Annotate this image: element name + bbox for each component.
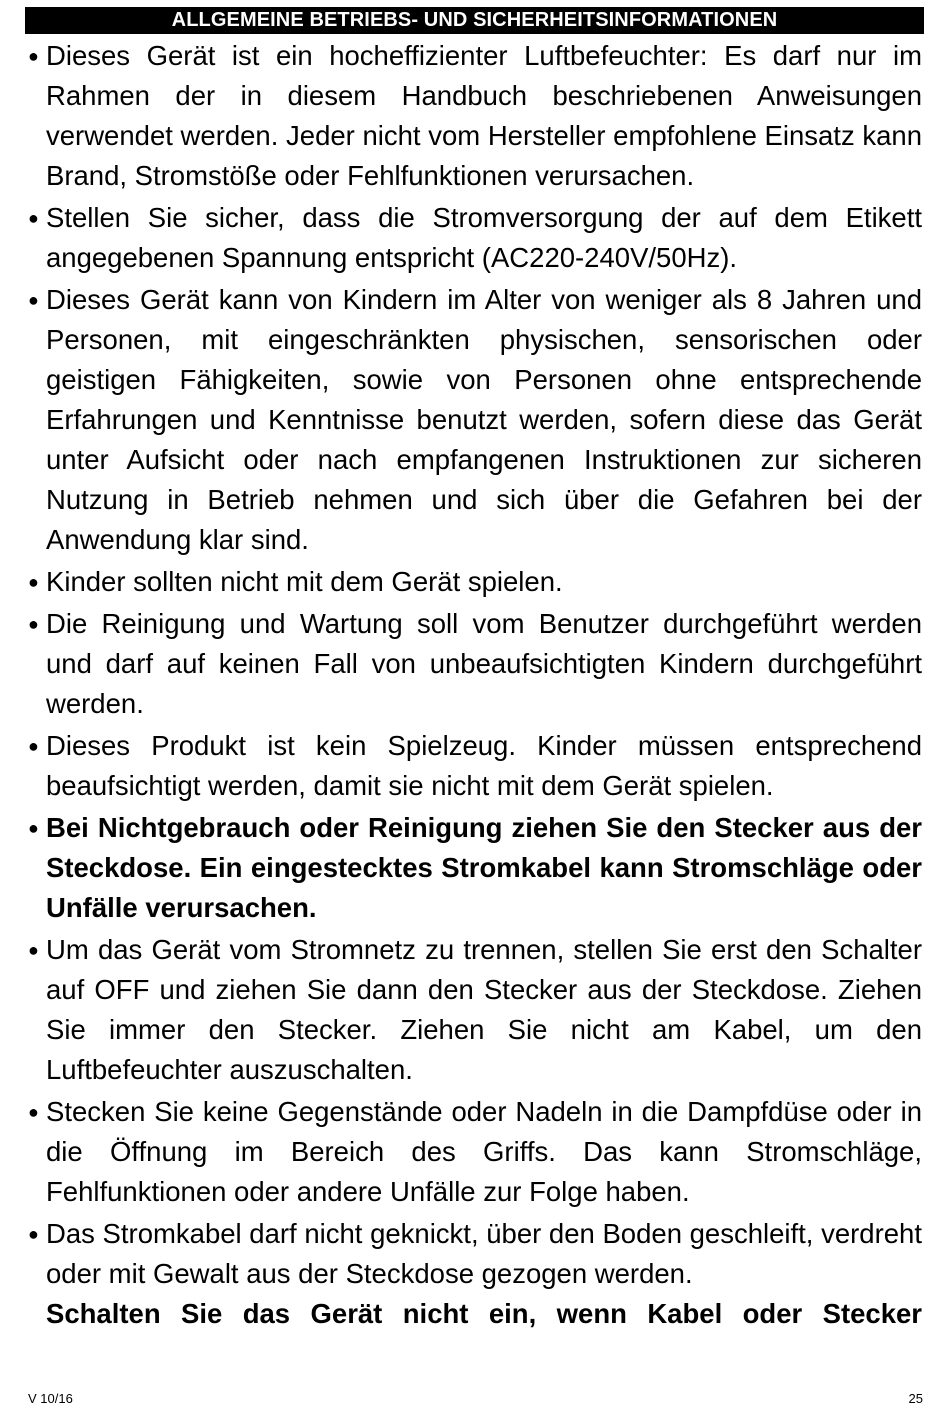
bullet-icon: ● <box>28 290 39 310</box>
list-item <box>25 726 922 806</box>
item-text: Um das Gerät vom Stromnetz zu trennen, stellen Sie erst den Schalter auf OFF und ziehen Sie dann den Stecker aus der Steckdose. Ziehen Sie immer den Stecker. Ziehen Sie nicht am Kabel, um den Luftbefeuchter auszuschalten. <box>46 934 922 1085</box>
bullet-icon: ● <box>28 614 39 634</box>
page-number: 25 <box>908 1391 923 1406</box>
list-item <box>25 198 922 278</box>
list-item <box>25 1092 922 1212</box>
version-label: V 10/16 <box>28 1391 73 1406</box>
item-text: Stellen Sie sicher, dass die Stromversorgung der auf dem Etikett angegebenen Spannung entspricht (AC220-240V/50Hz). <box>46 202 922 273</box>
list-item <box>25 1214 922 1334</box>
bullet-icon: ● <box>28 572 39 592</box>
section-header: ALLGEMEINE BETRIEBS- UND SICHERHEITSINFORMATIONEN <box>25 7 924 34</box>
item-text: Dieses Gerät kann von Kindern im Alter von weniger als 8 Jahren und Personen, mit eingeschränkten physischen, sensorischen oder geistigen Fähigkeiten, sowie von Personen ohne entsprechende Erfahrungen und Kenntnisse benutzt werden, sofern diese das Gerät unter Aufsicht oder nach empfangenen Instruktionen zur sicheren Nutzung in Betrieb nehmen und sich über die Gefahren bei der Anwendung klar sind. <box>46 284 922 555</box>
item-text: Das Stromkabel darf nicht geknickt, über den Boden geschleift, verdreht oder mit Gewalt aus der Steckdose gezogen werden. <box>46 1218 922 1289</box>
bullet-icon: ● <box>28 818 39 838</box>
item-text: Kinder sollten nicht mit dem Gerät spielen. <box>46 566 563 597</box>
bullet-icon: ● <box>28 1102 39 1122</box>
bullet-icon: ● <box>28 940 39 960</box>
safety-list <box>25 36 922 1336</box>
list-item <box>25 604 922 724</box>
list-item <box>25 36 922 196</box>
item-text: Dieses Produkt ist kein Spielzeug. Kinder müssen entsprechend beaufsichtigt werden, damit sie nicht mit dem Gerät spielen. <box>46 730 922 801</box>
list-item <box>25 930 922 1090</box>
item-text: Die Reinigung und Wartung soll vom Benutzer durchgeführt werden und darf auf keinen Fall von unbeaufsichtigten Kindern durchgeführt werden. <box>46 608 922 719</box>
bullet-icon: ● <box>28 736 39 756</box>
list-item <box>25 562 922 602</box>
item-text: Dieses Gerät ist ein hocheffizienter Luftbefeuchter: Es darf nur im Rahmen der in diesem Handbuch beschriebenen Anweisungen verwendet werden. Jeder nicht vom Hersteller empfohlene Einsatz kann Brand, Stromstöße oder Fehlfunktionen verursachen. <box>46 40 922 191</box>
item-text: Stecken Sie keine Gegenstände oder Nadeln in die Dampfdüse oder in die Öffnung im Bereich des Griffs. Das kann Stromschläge, Fehlfunktionen oder andere Unfälle zur Folge haben. <box>46 1096 922 1207</box>
bullet-icon: ● <box>28 46 39 66</box>
item-text-bold: Bei Nichtgebrauch oder Reinigung ziehen Sie den Stecker aus der Steckdose. Ein eingestecktes Stromkabel kann Stromschläge oder Unfälle verursachen. <box>46 812 922 923</box>
item-text-bold-continuation: Schalten Sie das Gerät nicht ein, wenn Kabel oder Stecker <box>46 1298 922 1329</box>
bullet-icon: ● <box>28 208 39 228</box>
list-item <box>25 280 922 560</box>
list-item-bold <box>25 808 922 928</box>
bullet-icon: ● <box>28 1224 39 1244</box>
